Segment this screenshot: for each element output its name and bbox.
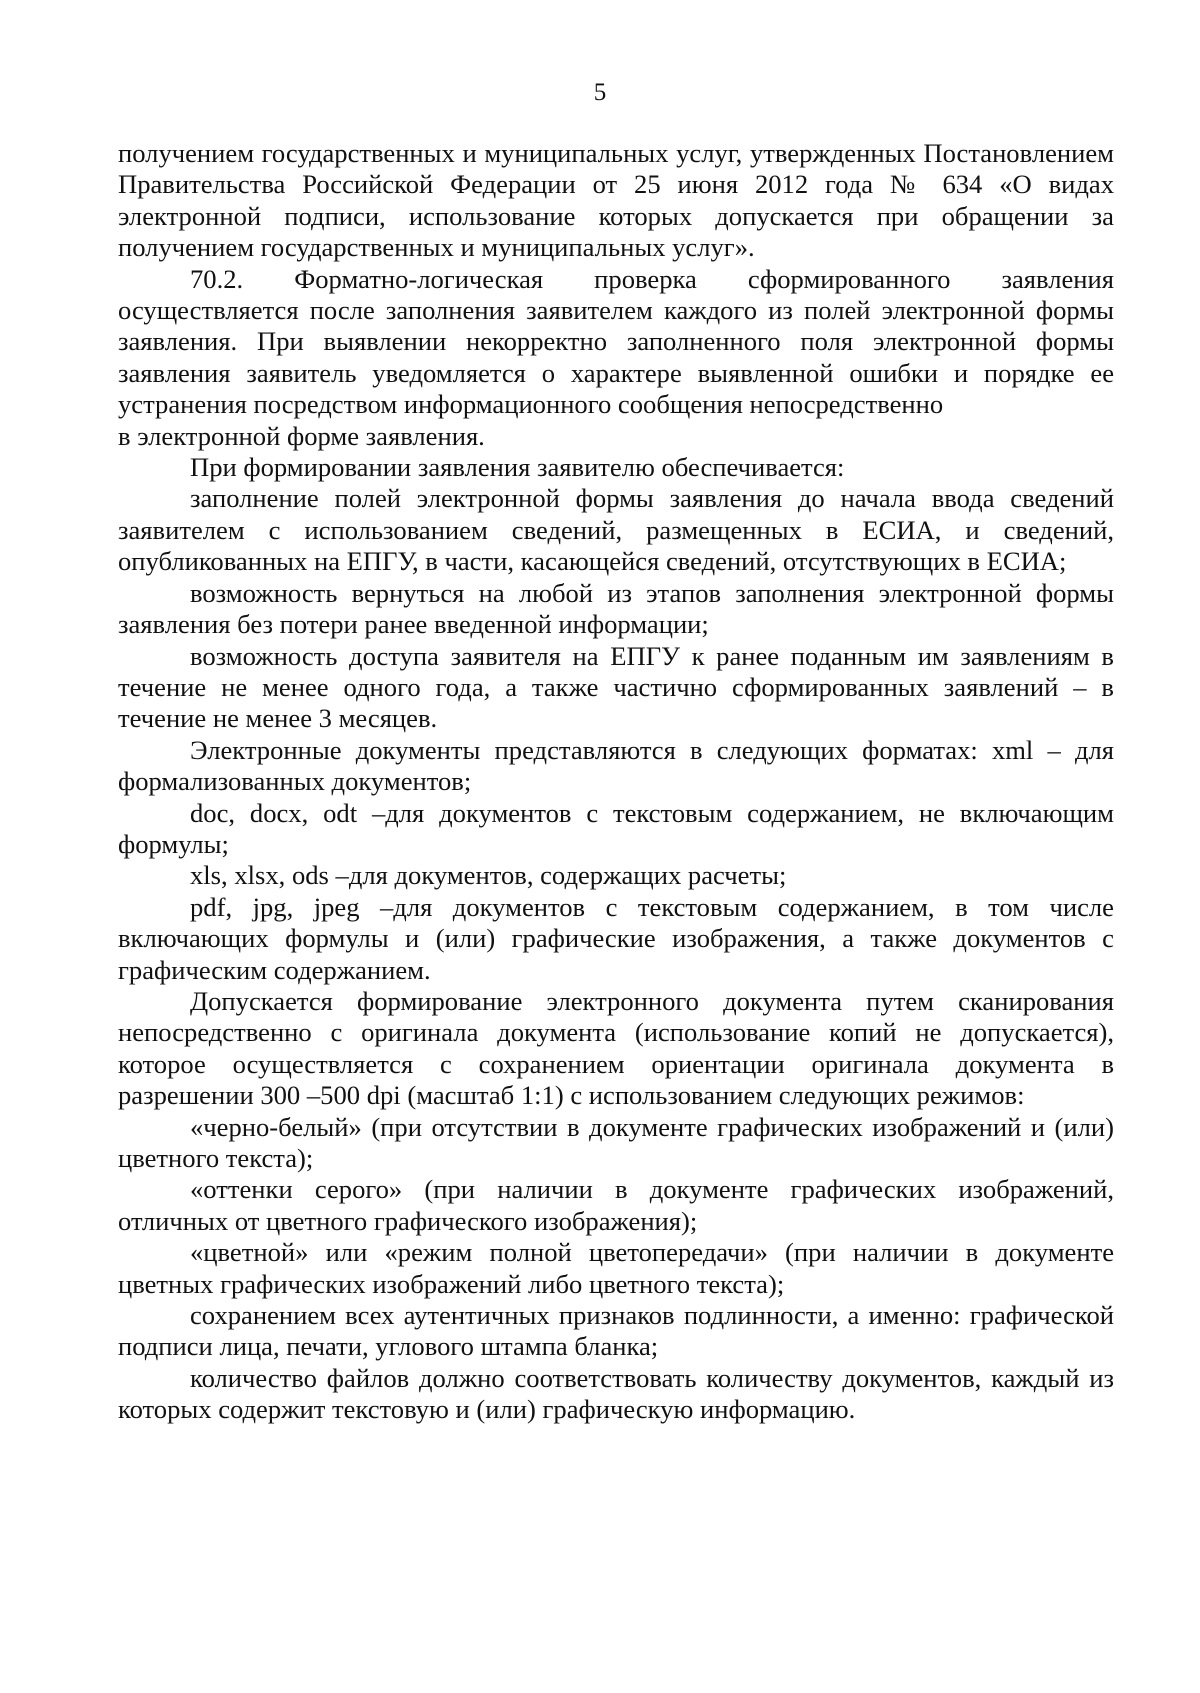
paragraph: получением государственных и муниципальных услуг, утвержденных Постановлением Правительства Российской Федерации от 25 июня 2012 года № 634 «О видах электронной подписи, использование которых допускается при обращении за получением государственных и муниципальных услуг».	[118, 138, 1114, 263]
paragraph: «черно-белый» (при отсутствии в документе графических изображений и (или) цветного текста);	[118, 1111, 1114, 1173]
paragraph: pdf, jpg, jpeg –для документов с текстовым содержанием, в том числе включающих формулы и (или) графические изображения, а также документов с графическим содержанием.	[118, 891, 1114, 985]
paragraph: возможность доступа заявителя на ЕПГУ к ранее поданным им заявлениям в течение не менее одного года, а также частично сформированных заявлений – в течение не менее 3 месяцев.	[118, 640, 1114, 734]
paragraph: Допускается формирование электронного документа путем сканирования непосредственно с оригинала документа (использование копий не допускается), которое осуществляется с сохранением ориентации оригинала документа в разрешении 300 –500 dpi (масштаб 1:1) с использованием следующих режимов:	[118, 985, 1114, 1111]
paragraph: заполнение полей электронной формы заявления до начала ввода сведений заявителем с использованием сведений, размещенных в ЕСИА, и сведений, опубликованных на ЕПГУ, в части, касающейся сведений, отсутствующих в ЕСИА;	[118, 483, 1114, 577]
paragraph: возможность вернуться на любой из этапов заполнения электронной формы заявления без потери ранее введенной информации;	[118, 577, 1114, 640]
paragraph: xls, xlsx, ods –для документов, содержащих расчеты;	[190, 860, 787, 891]
body-text	[118, 138, 1114, 1426]
paragraph: Электронные документы представляются в следующих форматах: xml – для формализованных документов;	[118, 734, 1114, 797]
paragraph: doc, docx, odt –для документов с текстовым содержанием, не включающим формулы;	[118, 797, 1114, 859]
paragraph: 70.2. Форматно-логическая проверка сформированного заявления осуществляется после заполнения заявителем каждого из полей электронной формы заявления. При выявлении некорректно заполненного поля электронной формы заявления заявитель уведомляется о характере выявленной ошибки и порядке ее устранения посредством информационного сообщения непосредственно	[118, 263, 1114, 420]
page-number: 5	[593, 79, 607, 106]
paragraph: в электронной форме заявления.	[118, 420, 485, 451]
paragraph: При формировании заявления заявителю обеспечивается:	[190, 452, 845, 483]
paragraph: «цветной» или «режим полной цветопередачи» (при наличии в документе цветных графических изображений либо цветного текста);	[118, 1237, 1114, 1299]
paragraph: сохранением всех аутентичных признаков подлинности, а именно: графической подписи лица, печати, углового штампа бланка;	[118, 1300, 1114, 1362]
paragraph: «оттенки серого» (при наличии в документе графических изображений, отличных от цветного графического изображения);	[118, 1174, 1114, 1236]
paragraph: количество файлов должно соответствовать количеству документов, каждый из которых содержит текстовую и (или) графическую информацию.	[118, 1362, 1114, 1425]
